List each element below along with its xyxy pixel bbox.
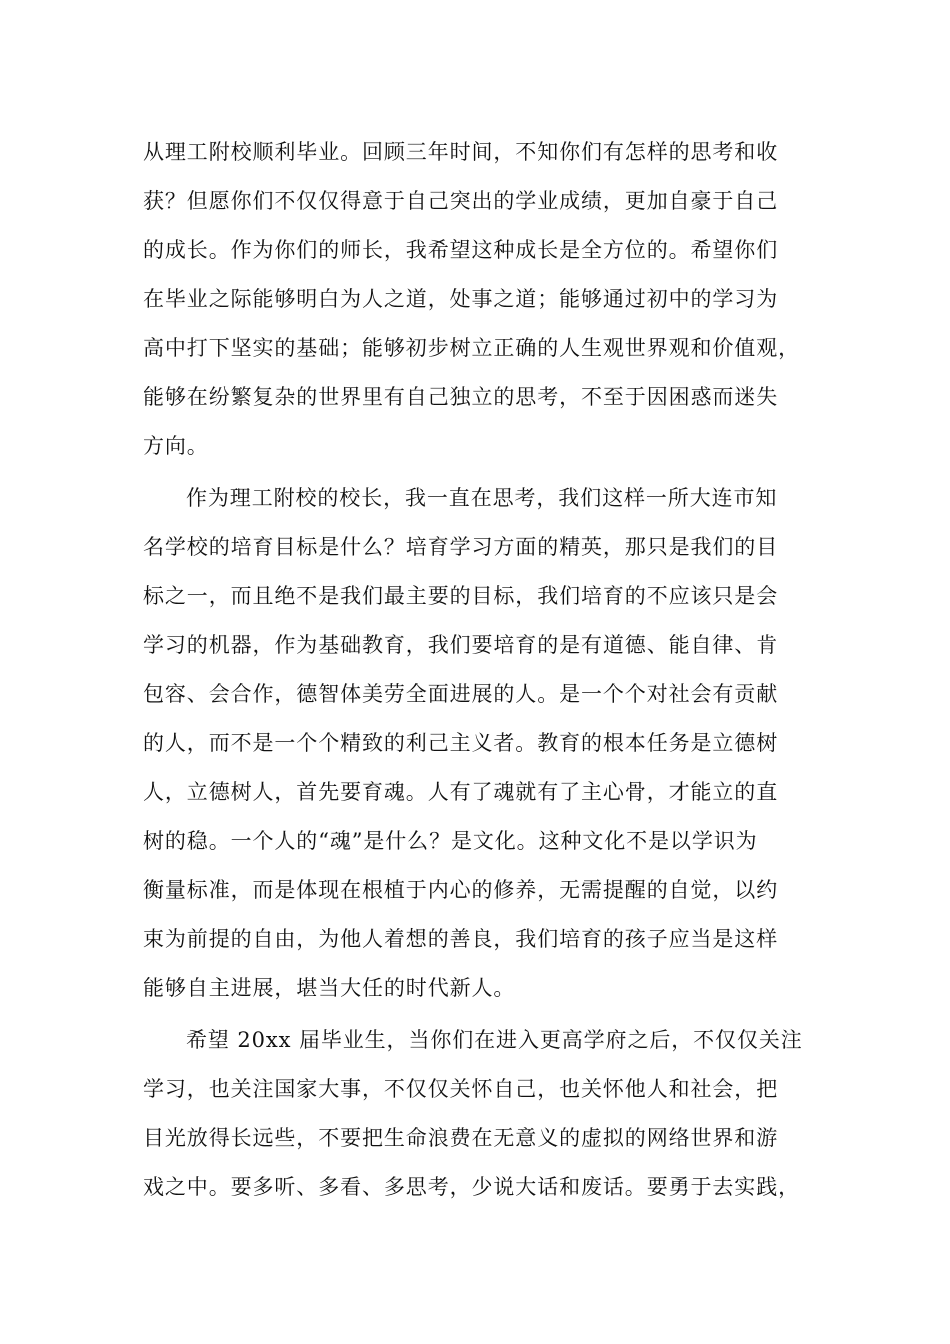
paragraph-line: 在毕业之际能够明白为人之道，处事之道；能够通过初中的学习为: [143, 287, 779, 311]
paragraph-line: 目光放得长远些，不要把生命浪费在无意义的虚拟的网络世界和游: [143, 1126, 779, 1150]
paragraph-line: 标之一，而且绝不是我们最主要的目标，我们培育的不应该只是会: [143, 584, 779, 608]
paragraph-line: 的成长。作为你们的师长，我希望这种成长是全方位的。希望你们: [143, 238, 779, 262]
paragraph-line: 获？但愿你们不仅仅得意于自己突出的学业成绩，更加自豪于自己: [143, 189, 779, 213]
paragraph-line: 能够自主进展，堪当大任的时代新人。: [143, 976, 516, 1000]
paragraph-line: 学习的机器，作为基础教育，我们要培育的是有道德、能自律、肯: [143, 633, 779, 657]
paragraph-line: 包容、会合作，德智体美劳全面进展的人。是一个个对社会有贡献: [143, 682, 779, 706]
paragraph-line: 的人，而不是一个个精致的利己主义者。教育的根本任务是立德树: [143, 731, 779, 755]
paragraph-line: 戏之中。要多听、多看、多思考，少说大话和废话。要勇于去实践，: [143, 1175, 800, 1199]
paragraph-line: 人，立德树人，首先要育魂。人有了魂就有了主心骨，才能立的直: [143, 780, 779, 804]
paragraph-line: 希望 20xx 届毕业生，当你们在进入更高学府之后，不仅仅关注: [186, 1028, 803, 1052]
paragraph-line: 能够在纷繁复杂的世界里有自己独立的思考，不至于因困惑而迷失: [143, 385, 779, 409]
paragraph-line: 学习，也关注国家大事，不仅仅关怀自己，也关怀他人和社会，把: [143, 1077, 779, 1101]
paragraph-line: 衡量标准，而是体现在根植于内心的修养，无需提醒的自觉，以约: [143, 878, 779, 902]
paragraph-1: [143, 128, 833, 471]
paragraph-line: 方向。: [143, 434, 209, 458]
paragraph-line: 名学校的培育目标是什么？培育学习方面的精英，那只是我们的目: [143, 535, 779, 559]
paragraph-line: 作为理工附校的校长，我一直在思考，我们这样一所大连市知: [186, 486, 778, 510]
paragraph-2: [143, 474, 833, 1013]
paragraph-line: 束为前提的自由，为他人着想的善良，我们培育的孩子应当是这样: [143, 927, 779, 951]
paragraph-line: 高中打下坚实的基础；能够初步树立正确的人生观世界观和价值观，: [143, 336, 800, 360]
paragraph-line: 树的稳。一个人的“魂”是什么？是文化。这种文化不是以学识为: [143, 829, 758, 853]
paragraph-line: 从理工附校顺利毕业。回顾三年时间，不知你们有怎样的思考和收: [143, 140, 779, 164]
paragraph-3: [143, 1016, 833, 1212]
